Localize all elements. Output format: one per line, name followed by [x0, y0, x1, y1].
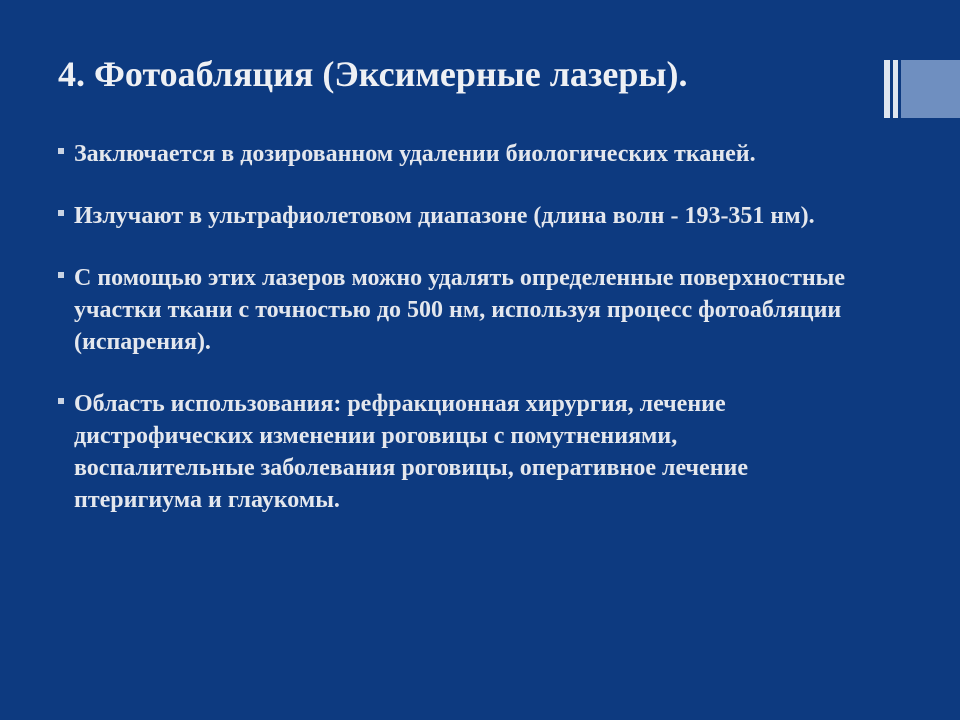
decorative-bar-left	[884, 60, 890, 118]
square-bullet-icon	[58, 210, 64, 216]
bullet-text: Излучают в ультрафиолетовом диапазоне (длина волн - 193-351 нм).	[74, 203, 815, 229]
square-bullet-icon	[58, 272, 64, 278]
bullet-item	[56, 388, 856, 516]
bullet-item	[56, 200, 856, 232]
bullet-item	[56, 262, 856, 358]
decorative-bar-right	[893, 60, 898, 118]
square-bullet-icon	[58, 148, 64, 154]
decorative-block	[901, 60, 960, 118]
slide-title: 4. Фотоабляция (Эксимерные лазеры).	[58, 54, 688, 94]
bullet-item	[56, 138, 856, 170]
square-bullet-icon	[58, 398, 64, 404]
bullet-text: Заключается в дозированном удалении биологических тканей.	[74, 141, 756, 167]
bullet-list	[56, 138, 856, 516]
bullet-text: Область использования: рефракционная хирургия, лечение дистрофических изменении роговицы с помутнениями, воспалительные заболевания роговицы, оперативное лечение птеригиума и глаукомы.	[74, 391, 749, 513]
bullet-text: С помощью этих лазеров можно удалять определенные поверхностные участки ткани с точностью до 500 нм, используя процесс фотоабляции (испарения).	[74, 265, 846, 355]
